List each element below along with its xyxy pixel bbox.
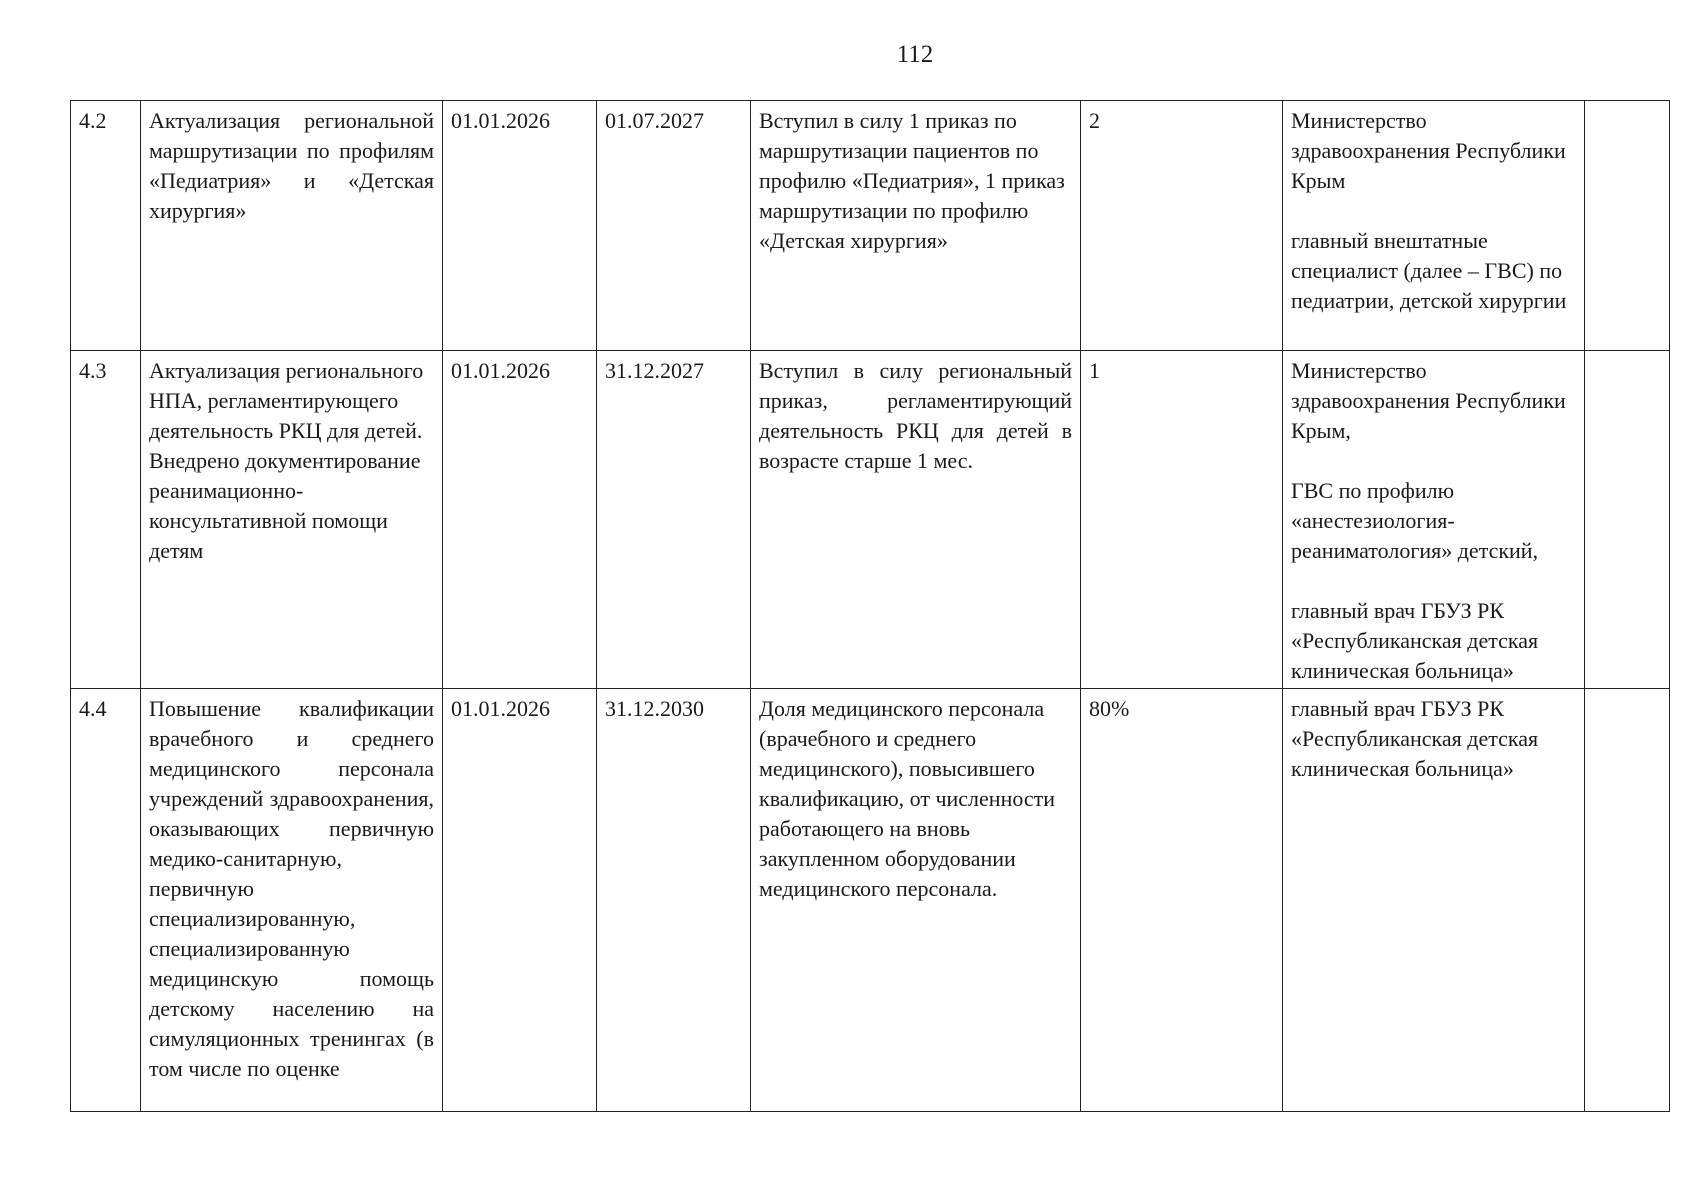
result-description: Вступил в силу региональный приказ, регламентирующий деятельность РКЦ для детей в возрасте старше 1 мес.	[751, 351, 1081, 689]
responsible-text: главный врач ГБУЗ РК «Республиканская детская клиническая больница»	[1291, 696, 1539, 781]
page-number: 112	[896, 41, 934, 68]
event-name: Актуализация регионального НПА, регламентирующего деятельность РКЦ для детей. Внедрено документирование реанимационно-консультативной помощи детям	[141, 351, 443, 689]
responsible-cell	[1283, 351, 1585, 689]
responsible-cell	[1283, 689, 1585, 1112]
start-date: 01.01.2026	[443, 689, 597, 1112]
empty-cell	[1585, 101, 1670, 351]
target-value: 1	[1081, 351, 1283, 689]
action-plan-table	[70, 100, 1670, 1112]
end-date: 01.07.2027	[597, 101, 751, 351]
start-date: 01.01.2026	[443, 351, 597, 689]
responsible-text: ГВС по профилю «анестезиология-реаниматология» детский,	[1291, 478, 1539, 563]
row-number: 4.3	[71, 351, 141, 689]
table-row	[71, 101, 1670, 351]
responsible-text: главный врач ГБУЗ РК «Республиканская детская клиническая больница»	[1291, 598, 1539, 683]
target-value: 2	[1081, 101, 1283, 351]
responsible-text: Министерство здравоохранения Республики Крым	[1291, 108, 1566, 193]
event-name: Повышение квалификации врачебного и среднего медицинского персонала учреждений здравоохранения, оказывающих первичную медико-санитарную, первичную специализированную, специализированную медицинскую помощь детскому населению на симуляционных тренингах (в том числе по оценке	[141, 689, 443, 1112]
responsible-text: Министерство здравоохранения Республики Крым,	[1291, 358, 1566, 443]
result-description: Доля медицинского персонала (врачебного и среднего медицинского), повысившего квалификацию, от численности работающего на вновь закупленном оборудовании медицинского персонала.	[751, 689, 1081, 1112]
end-date: 31.12.2030	[597, 689, 751, 1112]
end-date: 31.12.2027	[597, 351, 751, 689]
row-number: 4.2	[71, 101, 141, 351]
table-row	[71, 689, 1670, 1112]
start-date: 01.01.2026	[443, 101, 597, 351]
empty-cell	[1585, 689, 1670, 1112]
table-row	[71, 351, 1670, 689]
empty-cell	[1585, 351, 1670, 689]
result-description: Вступил в силу 1 приказ по маршрутизации пациентов по профилю «Педиатрия», 1 приказ маршрутизации по профилю «Детская хирургия»	[751, 101, 1081, 351]
responsible-cell	[1283, 101, 1585, 351]
row-number: 4.4	[71, 689, 141, 1112]
event-name: Актуализация региональной маршрутизации по профилям «Педиатрия» и «Детская хирургия»	[141, 101, 443, 351]
responsible-text: главный внештатные специалист (далее – ГВС) по педиатрии, детской хирургии	[1291, 228, 1567, 313]
target-value: 80%	[1081, 689, 1283, 1112]
